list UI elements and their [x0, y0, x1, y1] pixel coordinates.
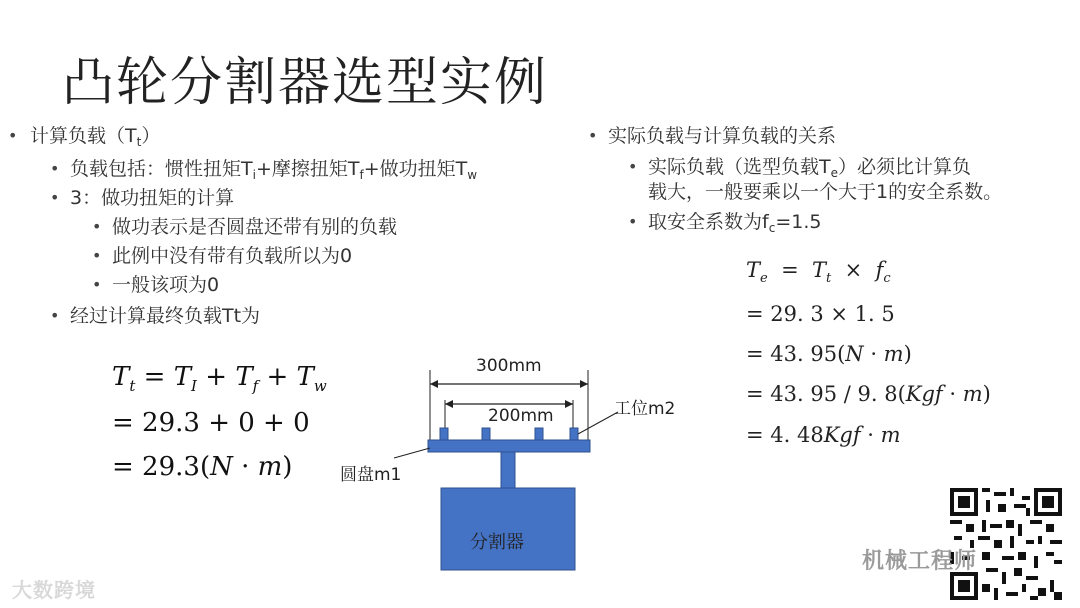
subscript: e — [830, 166, 838, 180]
subscript: t — [136, 135, 142, 149]
dim-inner-label: 200mm — [488, 406, 554, 426]
text: N — [845, 342, 864, 366]
text: m — [883, 342, 904, 366]
bullet-work-meaning: 做功表示是否圆盘还带有别的负载 — [112, 216, 398, 238]
disk-label: 圆盘m1 — [340, 465, 402, 485]
indexer-box-label: 分割器 — [470, 532, 524, 553]
station-block — [570, 428, 578, 440]
equation-line-1: $T_t = T_I + T_f + T_w$ — [112, 362, 327, 395]
bullet-dot: • — [628, 212, 638, 231]
text: ) — [282, 452, 293, 482]
text: ) — [982, 382, 991, 406]
text: · — [942, 382, 963, 406]
right-equation-line-2: = 29. 3 × 1. 5 — [746, 302, 895, 326]
bullet-no-load: 此例中没有带有负载所以为0 — [112, 245, 353, 267]
text: +摩擦扭矩T — [255, 158, 360, 180]
dim-arrow — [565, 400, 573, 408]
equation-line-3 — [112, 452, 292, 482]
text: = 43. 95 / 9. 8( — [746, 382, 906, 406]
dim-arrow — [580, 380, 588, 388]
text: · — [863, 342, 884, 366]
text: = 43. 95( — [746, 342, 846, 366]
bullet-final-load: 经过计算最终负载Tt为 — [70, 305, 261, 327]
station-label: 工位m2 — [614, 399, 676, 419]
text: 取安全系数为f — [648, 211, 769, 233]
text: 负载包括：惯性扭矩T — [70, 158, 253, 180]
slide-title: 凸轮分割器选型实例 — [62, 53, 549, 113]
disk-leader-line — [394, 448, 430, 458]
text: 实际负载（选型负载T — [648, 156, 831, 178]
bullet-safety-factor — [648, 210, 821, 240]
subscript: w — [467, 168, 478, 182]
right-equation-line-1: $T_e = T_t \times f_c$ — [746, 258, 891, 286]
station-leader-line — [578, 412, 618, 434]
text: ) — [903, 342, 912, 366]
text: = 4. 48 — [746, 423, 824, 447]
bullet-dot: • — [8, 126, 18, 145]
text: m — [880, 423, 901, 447]
shaft — [501, 452, 515, 488]
watermark-right: 机械工程师 — [862, 549, 978, 574]
equation-line-2: = 29.3 + 0 + 0 — [112, 408, 310, 438]
bullet-dot: • — [50, 159, 60, 178]
bullet-relation: 实际负载与计算负载的关系 — [608, 125, 837, 147]
text: +做功扭矩T — [363, 158, 468, 180]
bullet-dot: • — [628, 157, 638, 176]
right-equation-line-3 — [746, 342, 912, 366]
text: Kgf — [823, 423, 861, 447]
text: =1.5 — [775, 211, 822, 233]
bullet-load-includes — [70, 157, 477, 187]
bullet-dot: • — [50, 188, 60, 207]
text: m — [257, 452, 283, 482]
watermark-left: 大数跨境 — [12, 578, 96, 602]
station-block — [440, 428, 448, 440]
station-block — [535, 428, 543, 440]
bullet-dot: • — [50, 306, 60, 325]
right-equation-line-5 — [746, 423, 901, 447]
text: Kgf — [905, 382, 943, 406]
right-equation-line-4 — [746, 382, 991, 406]
bullet-dot: • — [92, 275, 102, 294]
bullet-dot: • — [588, 126, 598, 145]
bullet-dot: • — [92, 217, 102, 236]
text: m — [962, 382, 983, 406]
text: ） — [141, 125, 161, 147]
text: = 29.3( — [112, 452, 211, 482]
bullet-dot: • — [92, 246, 102, 265]
subscript: c — [768, 221, 776, 235]
dim-outer-label: 300mm — [476, 356, 542, 376]
bullet-usually-zero: 一般该项为0 — [112, 274, 220, 296]
bullet-work-torque: 3：做功扭矩的计算 — [70, 187, 235, 209]
subscript: f — [359, 168, 364, 182]
subscript: i — [252, 168, 256, 182]
dim-arrow — [430, 380, 438, 388]
bullet-actual-load-line2: 载大，一般要乘以一个大于1的安全系数。 — [648, 181, 1003, 203]
station-block — [482, 428, 490, 440]
text: N — [210, 452, 233, 482]
indexer-diagram — [330, 350, 700, 580]
dim-arrow — [445, 400, 453, 408]
text: · — [860, 423, 881, 447]
disk-plate — [428, 440, 590, 452]
text: ）必须比计算负 — [838, 156, 972, 178]
text: · — [232, 452, 258, 482]
bullet-calc-load — [30, 124, 160, 154]
text: 计算负载（T — [30, 125, 137, 147]
